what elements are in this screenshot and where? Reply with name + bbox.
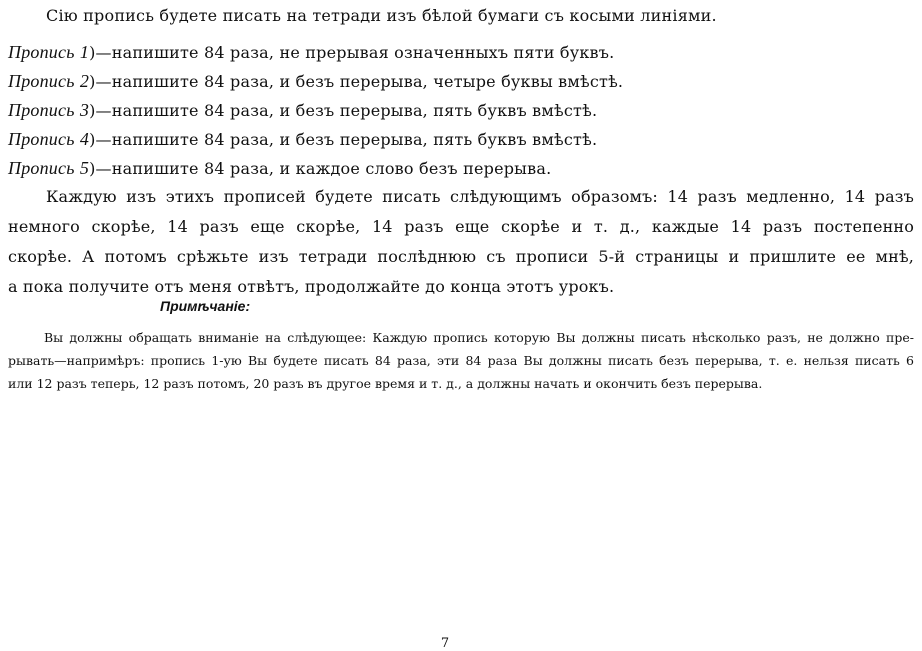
propis-item-4 [8, 125, 623, 154]
propis-number: 2 [79, 71, 90, 91]
propis-text: )—напишите 84 раза, не прерывая означенныхъ пяти буквъ. [89, 43, 615, 62]
propis-text: )—напишите 84 раза, и безъ перерыва, пять буквъ вмѣстѣ. [89, 101, 598, 120]
intro-sentence: Сію пропись будете писать на тетради изъ бѣлой бумаги съ косыми линіями. [46, 6, 717, 25]
note-line: Вы должны обращать вниманіе на слѣдующее: Каждую пропись которую Вы должны писать нѣсколько разъ, не должно пре- [44, 330, 914, 345]
note-body [8, 326, 914, 395]
paragraph-line: а пока получите отъ меня отвѣтъ, продолжайте до конца этотъ урокъ. [8, 277, 615, 296]
propis-text: )—напишите 84 раза, и безъ перерыва, пять буквъ вмѣстѣ. [89, 130, 598, 149]
note-title: Примѣчаніе: [160, 298, 251, 314]
propis-item-2 [8, 67, 623, 96]
page-number: 7 [440, 636, 450, 651]
propis-label: Пропись [8, 158, 75, 178]
propis-number: 5 [79, 158, 90, 178]
propis-label: Пропись [8, 71, 75, 91]
note-line: или 12 разъ теперь, 12 разъ потомъ, 20 разъ въ другое время и т. д., а должны начать и окончить безъ перерыва. [8, 376, 763, 391]
note-line: рывать—напримѣръ: пропись 1-ую Вы будете писать 84 раза, эти 84 раза Вы должны писать безъ перерыва, т. е. нельзя писать 6 [8, 353, 914, 368]
propis-number: 3 [79, 100, 90, 120]
propis-list [8, 38, 623, 183]
propis-item-5 [8, 154, 623, 183]
paragraph-line: скорѣе. А потомъ срѣжьте изъ тетради послѣднюю съ прописи 5-й страницы и пришлите ее мнѣ, [8, 247, 914, 266]
propis-item-1 [8, 38, 623, 67]
propis-number: 1 [79, 42, 90, 62]
propis-label: Пропись [8, 129, 75, 149]
main-paragraph [8, 182, 914, 302]
propis-text: )—напишите 84 раза, и каждое слово безъ перерыва. [89, 159, 552, 178]
paragraph-line: Каждую изъ этихъ прописей будете писать слѣдующимъ образомъ: 14 разъ медленно, 14 разъ [46, 187, 914, 206]
propis-label: Пропись [8, 42, 75, 62]
propis-number: 4 [79, 129, 90, 149]
paragraph-line: немного скорѣе, 14 разъ еще скорѣе, 14 разъ еще скорѣе и т. д., каждые 14 разъ постепенно [8, 217, 914, 236]
propis-item-3 [8, 96, 623, 125]
propis-label: Пропись [8, 100, 75, 120]
propis-text: )—напишите 84 раза, и безъ перерыва, четыре буквы вмѣстѣ. [89, 72, 624, 91]
